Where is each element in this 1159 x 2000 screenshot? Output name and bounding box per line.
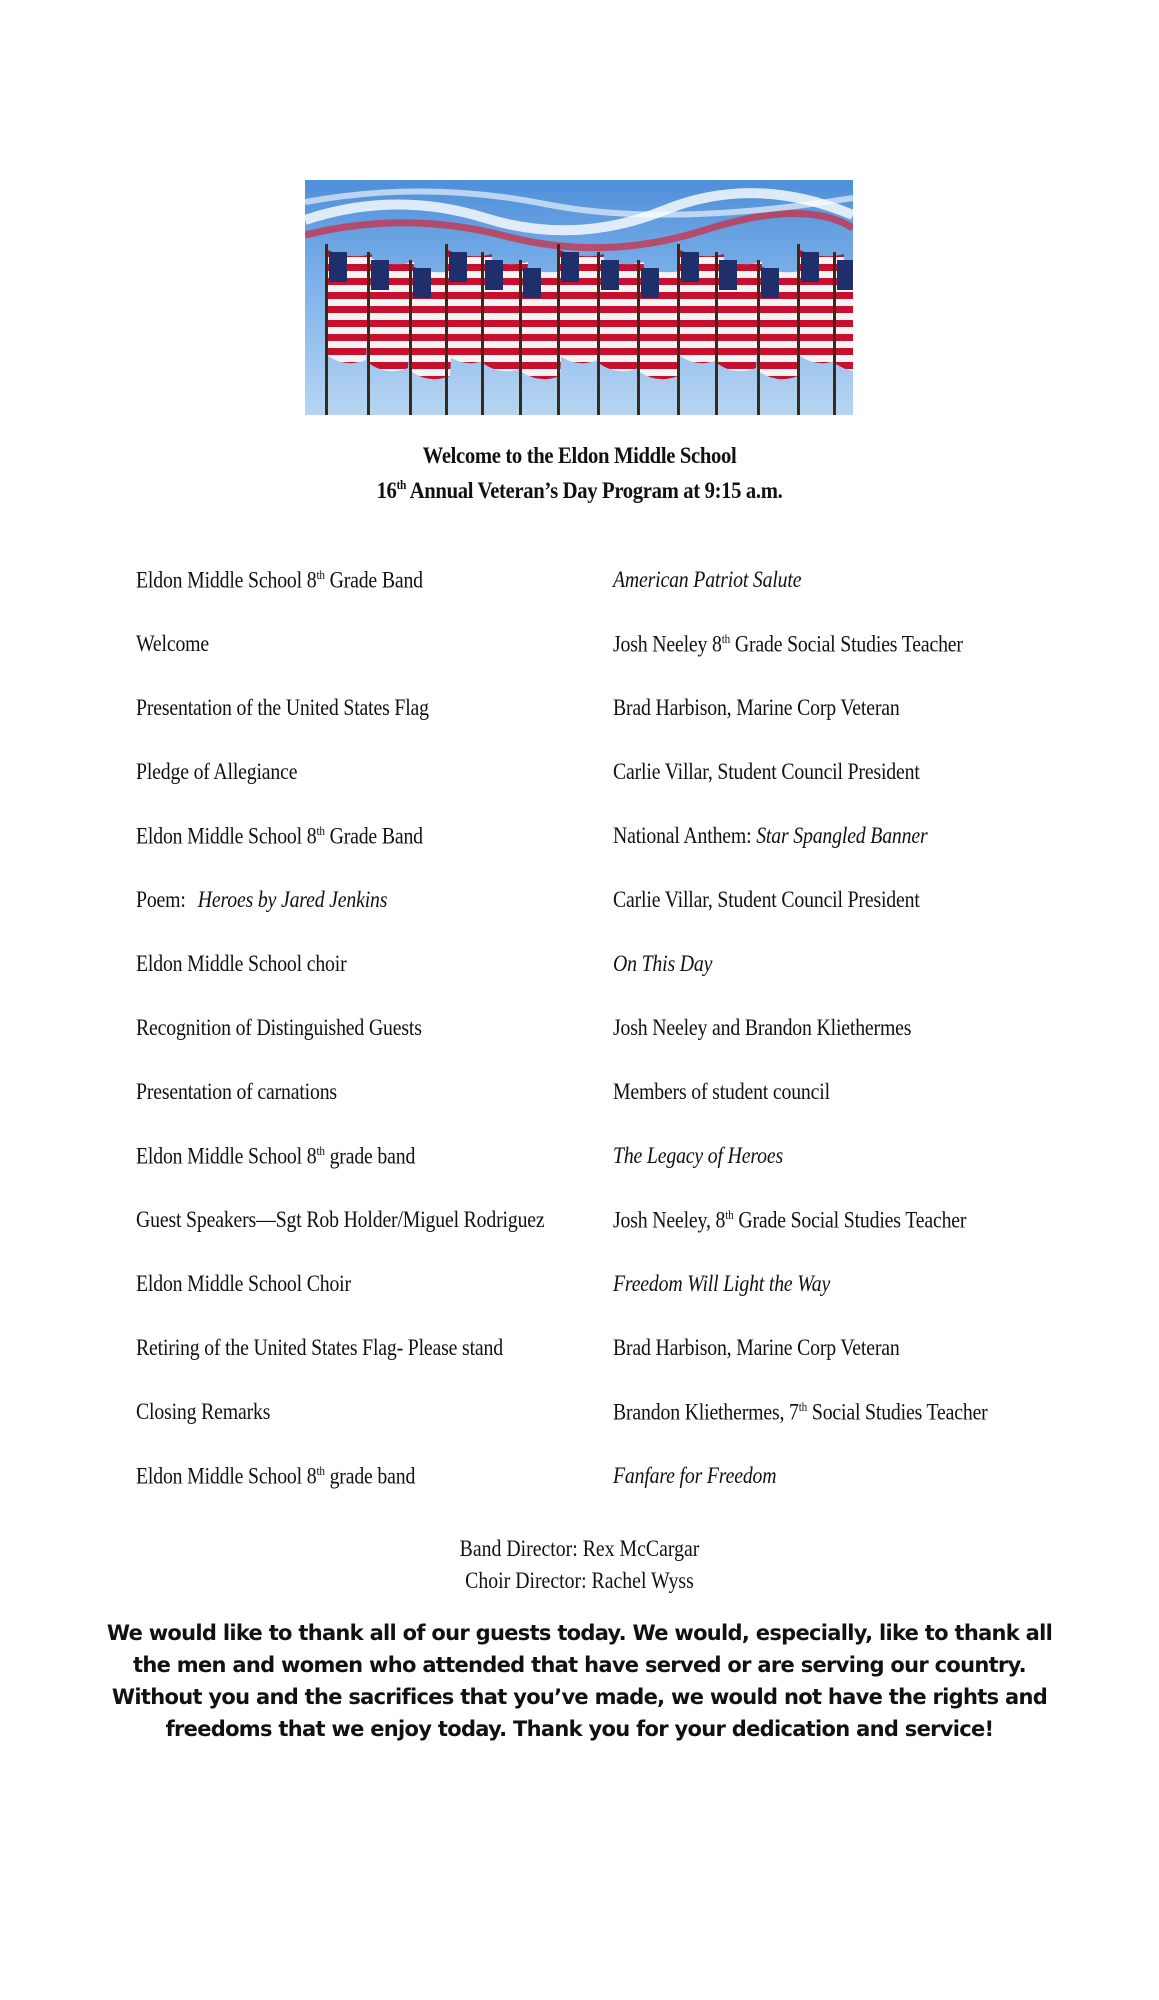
program-performer: [613, 1335, 900, 1361]
flag-canton: [681, 252, 699, 282]
ordinal-suffix: th: [316, 823, 325, 838]
flag-canton: [801, 252, 819, 282]
flag-pole: [715, 252, 718, 415]
program-item-text: Pledge of Allegiance: [136, 759, 298, 784]
flag-pole: [481, 252, 484, 415]
program-row: [0, 1015, 1159, 1049]
program-item-text: Poem:: [136, 887, 186, 912]
flag-pole: [797, 244, 800, 415]
program-row: [0, 631, 1159, 665]
program-row: [0, 1463, 1159, 1497]
flag-canton: [485, 260, 503, 290]
flag-pole: [677, 244, 680, 415]
thank-you-message: We would like to thank all of our guests today. We would, especially, like to thank all the men and women who attended that have served or are serving our country. Without you and the sacrifices that you’ve made, we would not have the rights and freedoms that we enjoy today. Thank you for your dedication and service!: [106, 1621, 1053, 1741]
program-row: [0, 1207, 1159, 1241]
program-performer: [613, 1015, 911, 1041]
program-item: [136, 1079, 337, 1105]
program-item-text: Guest Speakers—Sgt Rob Holder/Miguel Rodriguez: [136, 1207, 545, 1232]
performer-text: Brandon Kliethermes, 7: [613, 1399, 799, 1425]
flag-pole: [597, 252, 600, 415]
program-performer: [613, 631, 963, 658]
american-flags-banner: [305, 180, 853, 415]
program-row: [0, 1143, 1159, 1177]
performer-text-rest: Grade Social Studies Teacher: [733, 1207, 967, 1233]
program-row: [0, 1399, 1159, 1433]
performer-text: Josh Neeley 8: [613, 631, 722, 657]
directors: [0, 1536, 1159, 1600]
performer-text: National Anthem:: [613, 823, 757, 848]
program-performer: [613, 1399, 988, 1426]
ordinal-suffix: th: [798, 1399, 808, 1414]
flag-canton: [561, 252, 579, 282]
flag-pole: [833, 252, 836, 415]
program-row: [0, 887, 1159, 921]
program-item-text: Presentation of carnations: [136, 1079, 337, 1104]
flag-canton: [761, 268, 779, 298]
program-item: [136, 1143, 415, 1170]
flag-pole: [637, 260, 640, 415]
american-flags-image: [305, 180, 853, 415]
program-row: [0, 695, 1159, 729]
program-performer: [613, 1207, 966, 1234]
program-item: [136, 1271, 351, 1297]
program-performer: [613, 887, 920, 913]
program-performer: [613, 759, 920, 785]
program-item-text-rest: Grade Band: [324, 567, 423, 593]
choir-director: Choir Director: Rachel Wyss: [465, 1568, 694, 1593]
program-row: [0, 1271, 1159, 1305]
program-title-line-2: [70, 477, 1090, 505]
program-item-text: Eldon Middle School 8: [136, 1463, 317, 1489]
flag-canton: [523, 268, 541, 298]
program-item: [136, 887, 387, 913]
program-performer: [613, 1271, 830, 1297]
program-item: [136, 631, 209, 657]
program-item-text: Eldon Middle School 8: [136, 823, 317, 849]
performer-text: Brad Harbison, Marine Corp Veteran: [613, 1335, 900, 1360]
flag-pole: [757, 260, 760, 415]
program-item-text: Presentation of the United States Flag: [136, 695, 429, 720]
song-title: Star Spangled Banner: [756, 823, 928, 848]
title-ordinal-number: 16: [376, 477, 397, 504]
performer-text: Members of student council: [613, 1079, 830, 1104]
performer-text-rest: Social Studies Teacher: [807, 1399, 988, 1425]
flag-pole: [325, 244, 328, 415]
program-row: [0, 823, 1159, 857]
program-item-text: Recognition of Distinguished Guests: [136, 1015, 422, 1040]
performer-text: Carlie Villar, Student Council President: [613, 887, 920, 912]
flag-canton: [719, 260, 737, 290]
performer-text: Fanfare for Freedom: [613, 1463, 777, 1488]
program-row: [0, 567, 1159, 601]
program-item: [136, 695, 429, 721]
program-item: [136, 1015, 422, 1041]
flag-pole: [367, 252, 370, 415]
program-item-text: Closing Remarks: [136, 1399, 271, 1424]
flag-pole: [519, 260, 522, 415]
flag-canton: [837, 260, 853, 290]
program-performer: [613, 1143, 783, 1169]
title-rest: Annual Veteran’s Day Program at 9:15 a.m.: [406, 477, 783, 504]
performer-text: Josh Neeley and Brandon Kliethermes: [613, 1015, 912, 1040]
program-row: [0, 1079, 1159, 1113]
ordinal-suffix: th: [316, 1143, 325, 1158]
program-row: [0, 759, 1159, 793]
ordinal-suffix: th: [721, 631, 731, 646]
program-item: [136, 1463, 415, 1490]
title-ordinal-suffix: th: [396, 477, 407, 492]
program-item: [136, 1399, 270, 1425]
flag-canton: [601, 260, 619, 290]
program-item-text: Eldon Middle School 8: [136, 1143, 317, 1169]
ordinal-suffix: th: [725, 1207, 734, 1222]
flag-canton: [449, 252, 467, 282]
program-performer: [613, 823, 927, 849]
flag-pole: [445, 244, 448, 415]
program-row: [0, 1335, 1159, 1369]
program-item-text-rest: grade band: [324, 1143, 416, 1169]
program-performer: [613, 951, 712, 977]
program-item-text: Retiring of the United States Flag- Please stand: [136, 1335, 503, 1360]
poem-title: Heroes by Jared Jenkins: [197, 887, 388, 912]
program-item-text: Eldon Middle School choir: [136, 951, 347, 976]
program-item: [136, 823, 423, 850]
program-performer: [613, 1079, 830, 1105]
ordinal-suffix: th: [316, 567, 325, 582]
program-item: [136, 567, 423, 594]
program-performer: [613, 695, 900, 721]
program-row: [0, 951, 1159, 985]
flag-pole: [557, 244, 560, 415]
band-director: Band Director: Rex McCargar: [459, 1536, 700, 1561]
performer-text: Freedom Will Light the Way: [613, 1271, 831, 1296]
performer-text: Carlie Villar, Student Council President: [613, 759, 920, 784]
performer-text: Josh Neeley, 8: [613, 1207, 726, 1233]
program-item-text-rest: grade band: [324, 1463, 416, 1489]
flag-pole: [409, 260, 412, 415]
program-item: [136, 951, 347, 977]
program-item-text-rest: Grade Band: [324, 823, 423, 849]
flag-canton: [641, 268, 659, 298]
program-item: [136, 1207, 545, 1233]
program-item: [136, 1335, 503, 1361]
performer-text: The Legacy of Heroes: [613, 1143, 783, 1168]
flag-canton: [329, 252, 347, 282]
flag-canton: [413, 268, 431, 298]
program-performer: [613, 1463, 776, 1489]
program-item-text: Welcome: [136, 631, 209, 656]
performer-text: Brad Harbison, Marine Corp Veteran: [613, 695, 900, 720]
program-item-text: Eldon Middle School 8: [136, 567, 317, 593]
program-title-line-1: Welcome to the Eldon Middle School: [422, 443, 737, 469]
program-performer: [613, 567, 801, 593]
performer-text-rest: Grade Social Studies Teacher: [730, 631, 963, 657]
performer-text: American Patriot Salute: [613, 567, 802, 592]
program-item: [136, 759, 297, 785]
ordinal-suffix: th: [316, 1463, 325, 1478]
performer-text: On This Day: [613, 951, 713, 976]
flag-canton: [371, 260, 389, 290]
program-item-text: Eldon Middle School Choir: [136, 1271, 351, 1296]
